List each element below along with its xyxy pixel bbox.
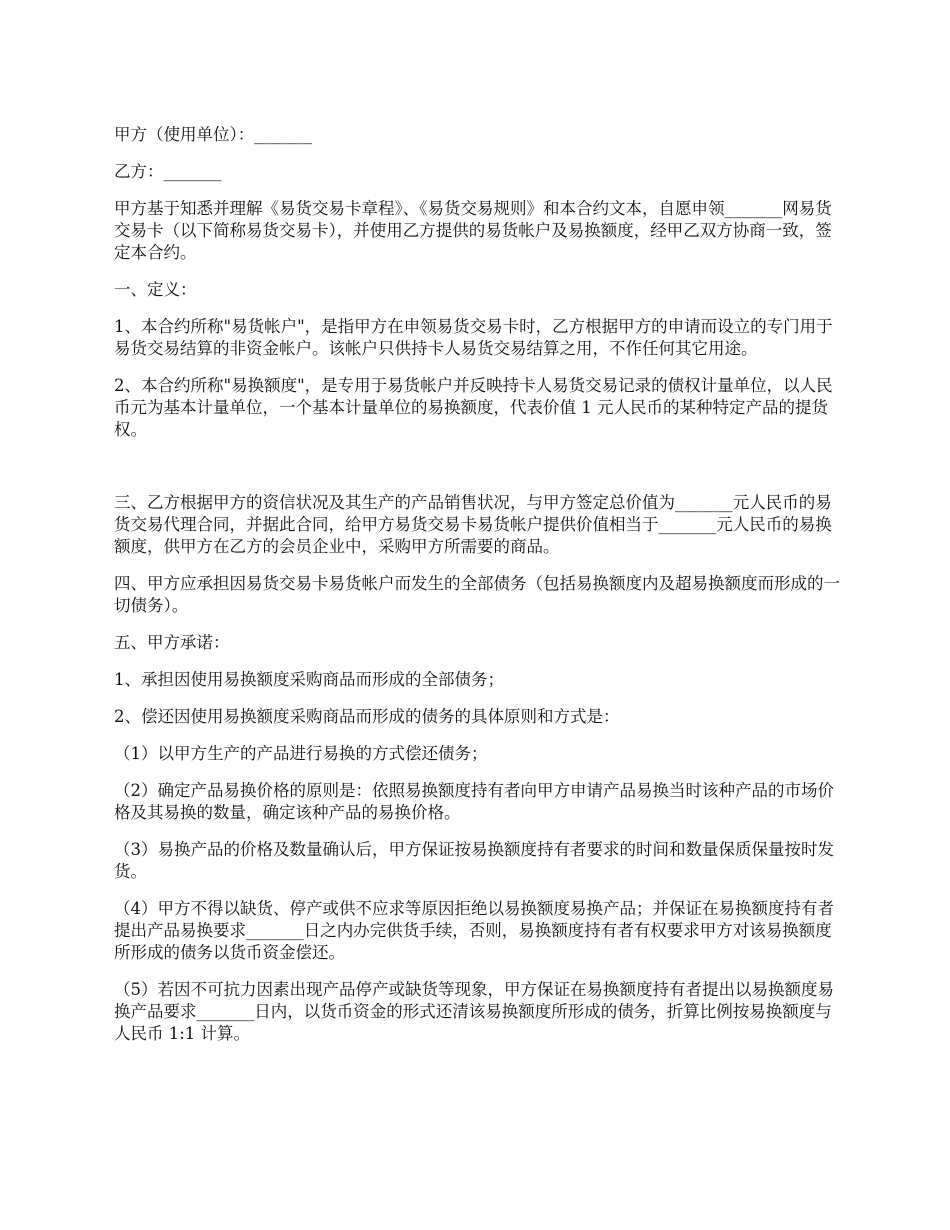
section-heading-definitions: 一、定义： <box>114 280 197 299</box>
sub-item-5: （5）若因不可抗力因素出现产品停产或缺货等现象，甲方保证在易换额度持有者提出以易换额度易换产品要求_______日内，以货币资金的形式还清该易换额度所形成的债务，折算比例按易换额度与人民币 1:1 计算。 <box>114 980 834 1043</box>
clause-4-paragraph: 四、甲方应承担因易货交易卡易货帐户而发生的全部债务（包括易换额度内及超易换额度而形成的一切债务）。 <box>114 574 840 615</box>
party-b-line: 乙方：_______ <box>114 162 222 181</box>
sub-item-1: （1）以甲方生产的产品进行易换的方式偿还债务； <box>114 744 488 763</box>
preamble-paragraph: 甲方基于知悉并理解《易货交易卡章程》、《易货交易规则》和本合约文本，自愿申领_______网易货交易卡（以下简称易货交易卡），并使用乙方提供的易货帐户及易换额度，经甲乙双方协商一致，签定本合约。 <box>114 199 832 262</box>
blank-gap <box>114 456 840 492</box>
party-a-line: 甲方（使用单位）：_______ <box>114 125 312 144</box>
sub-item-4: （4）甲方不得以缺货、停产或供不应求等原因拒绝以易换额度易换产品；并保证在易换额度持有者提出产品易换要求_______日之内办完供货手续，否则，易换额度持有者有权要求甲方对该易换额度所形成的债务以货币资金偿还。 <box>114 899 834 962</box>
sub-item-3: （3）易换产品的价格及数量确认后，甲方保证按易换额度持有者要求的时间和数量保质保量按时发货。 <box>114 840 834 881</box>
commitment-item-2: 2、偿还因使用易换额度采购商品而形成的债务的具体原则和方式是： <box>114 707 620 726</box>
sub-item-2: （2）确定产品易换价格的原则是：依照易换额度持有者向甲方申请产品易换当时该种产品的市场价格及其易换的数量，确定该种产品的易换价格。 <box>114 781 834 822</box>
section-heading-commitments: 五、甲方承诺： <box>114 633 230 652</box>
definition-paragraph-2: 2、本合约所称"易换额度"，是专用于易货帐户并反映持卡人易货交易记录的债权计量单位，以人民币元为基本计量单位，一个基本计量单位的易换额度，代表价值 1 元人民币的某种特定产品的提货权。 <box>114 376 833 439</box>
commitment-item-1: 1、承担因使用易换额度采购商品而形成的全部债务； <box>114 670 504 689</box>
definition-paragraph-1: 1、本合约所称"易货帐户"，是指甲方在申领易货交易卡时，乙方根据甲方的申请而设立的专门用于易货交易结算的非资金帐户。该帐户只供持卡人易货交易结算之用，不作任何其它用途。 <box>114 317 833 358</box>
clause-3-paragraph: 三、乙方根据甲方的资信状况及其生产的产品销售状况，与甲方签定总价值为_______元人民币的易货交易代理合同，并据此合同，给甲方易货交易卡易货帐户提供价值相当于_______元人民币的易换额度，供甲方在乙方的会员企业中，采购甲方所需要的商品。 <box>114 493 832 556</box>
